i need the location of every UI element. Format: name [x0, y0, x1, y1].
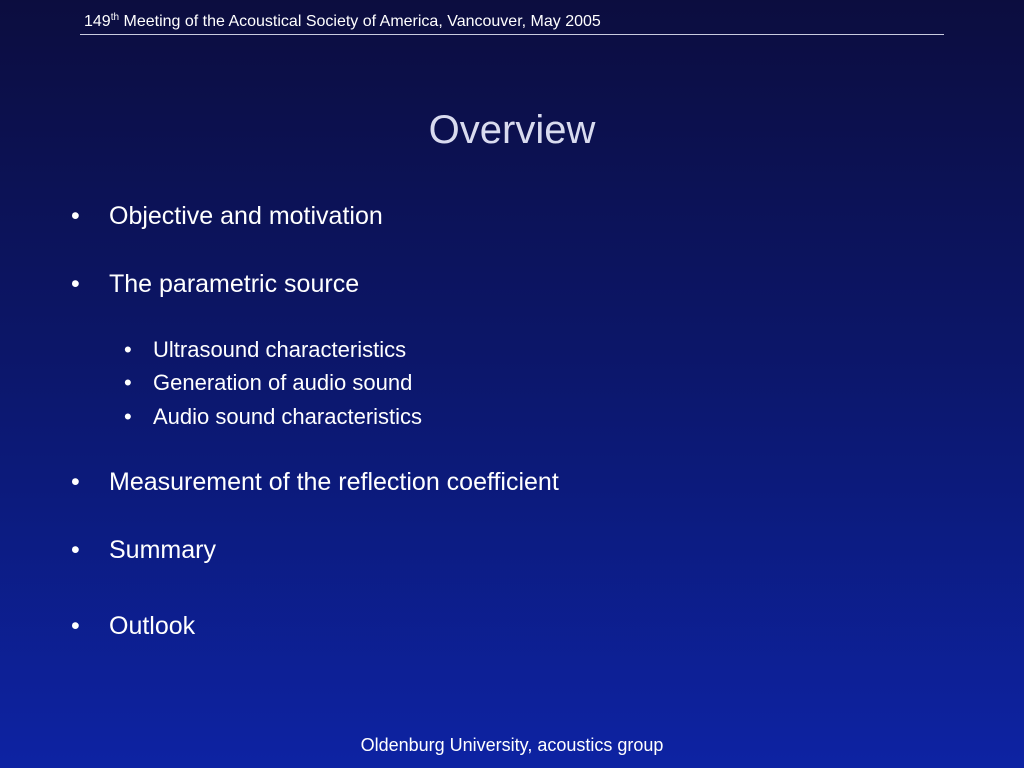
conference-details: Meeting of the Acoustical Society of America, Vancouver, May 2005	[119, 13, 601, 30]
bullet-parametric-source	[71, 269, 359, 299]
bullet-outlook	[71, 611, 195, 641]
meeting-number: 149	[84, 13, 111, 30]
bullet-marker: •	[124, 337, 132, 362]
bullet-marker: •	[71, 612, 80, 640]
bullet-text: Outlook	[109, 612, 196, 640]
ordinal-suffix: th	[110, 12, 120, 23]
bullet-measurement	[71, 467, 559, 497]
bullet-text: Objective and motivation	[109, 202, 383, 230]
bullet-text: Measurement of the reflection coefficient	[109, 468, 559, 496]
slide-footer: Oldenburg University, acoustics group	[360, 735, 664, 755]
bullet-marker: •	[71, 468, 80, 496]
bullet-marker: •	[124, 404, 132, 429]
sub-bullet-generation	[124, 370, 412, 396]
slide-title: Overview	[428, 108, 596, 152]
sub-bullet-ultrasound	[124, 337, 406, 363]
bullet-text: Ultrasound characteristics	[153, 337, 407, 362]
bullet-text: Summary	[109, 536, 216, 564]
sub-bullet-audio-characteristics	[124, 404, 422, 430]
bullet-marker: •	[124, 370, 132, 395]
bullet-text: Audio sound characteristics	[153, 404, 423, 429]
bullet-summary	[71, 535, 216, 565]
bullet-marker: •	[71, 202, 80, 230]
bullet-objective	[71, 201, 383, 231]
bullet-marker: •	[71, 536, 80, 564]
bullet-text: Generation of audio sound	[153, 370, 413, 395]
bullet-text: The parametric source	[109, 270, 360, 298]
bullet-marker: •	[71, 270, 80, 298]
